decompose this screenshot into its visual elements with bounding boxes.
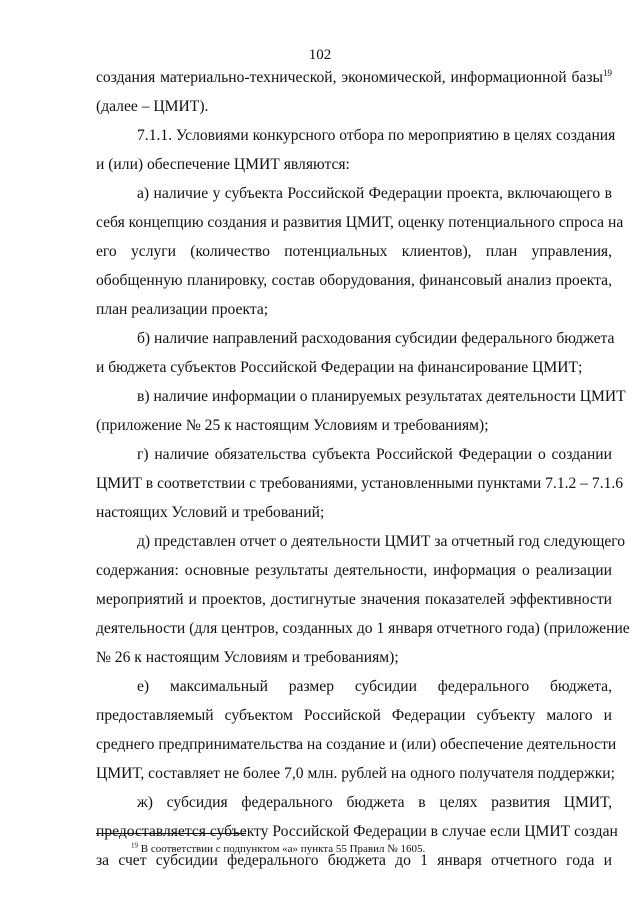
text-line: обобщенную планировку, состав оборудования, финансовый анализ проекта, bbox=[96, 272, 612, 289]
text-line: себя концепцию создания и развития ЦМИТ, оценку потенциального спроса на bbox=[96, 214, 624, 231]
text-line: создания материально-технической, экономической, информационной базы$^{19}$ bbox=[96, 67, 612, 86]
text-line: и бюджета субъектов Российской Федерации на финансирование ЦМИТ; bbox=[96, 359, 583, 376]
text-line: е) максимальный размер субсидии федерального бюджета, bbox=[137, 678, 612, 695]
footnote-text: В соответствии с подпунктом «а» пункта 55 Правил № 1605. bbox=[138, 843, 426, 855]
text-line: г) наличие обязательства субъекта Российской Федерации о создании bbox=[137, 446, 612, 463]
text-line: среднего предпринимательства на создание и (или) обеспечение деятельности bbox=[96, 736, 617, 753]
text-line: ЦМИТ в соответствии с требованиями, установленными пунктами 7.1.2 – 7.1.6 bbox=[96, 475, 624, 492]
text-line: за счет субсидии федерального бюджета до 1 января отчетного года и bbox=[96, 852, 612, 869]
text-line: (далее – ЦМИТ). bbox=[96, 98, 209, 115]
text-line: а) наличие у субъекта Российской Федерации проекта, включающего в bbox=[137, 185, 612, 202]
footnote-divider bbox=[96, 833, 246, 834]
text-line: ЦМИТ, составляет не более 7,0 млн. рублей на одного получателя поддержки; bbox=[96, 765, 615, 782]
text-line: содержания: основные результаты деятельности, информация о реализации bbox=[96, 562, 612, 579]
footnote-marker: 19 bbox=[603, 67, 612, 78]
text-line: деятельности (для центров, созданных до 1 января отчетного года) (приложение bbox=[96, 620, 630, 637]
text-line: предоставляется субъекту Российской Федерации в случае если ЦМИТ создан bbox=[96, 823, 618, 840]
text-line: в) наличие информации о планируемых результатах деятельности ЦМИТ bbox=[137, 388, 626, 405]
text-line: предоставляемый субъектом Российской Федерации субъекту малого и bbox=[96, 707, 612, 724]
text-line: 7.1.1. Условиями конкурсного отбора по мероприятию в целях создания bbox=[137, 127, 616, 144]
text-line: д) представлен отчет о деятельности ЦМИТ за отчетный год следующего bbox=[137, 533, 626, 550]
footnote bbox=[131, 843, 425, 855]
text-line: мероприятий и проектов, достигнутые значения показателей эффективности bbox=[96, 591, 612, 608]
text-line: б) наличие направлений расходования субсидии федерального бюджета bbox=[137, 330, 615, 347]
text-line: план реализации проекта; bbox=[96, 301, 269, 318]
text-line: настоящих Условий и требований; bbox=[96, 504, 325, 521]
text-line: ж) субсидия федерального бюджета в целях развития ЦМИТ, bbox=[137, 794, 612, 811]
text-line: и (или) обеспечение ЦМИТ являются: bbox=[96, 156, 350, 173]
text-line: № 26 к настоящим Условиям и требованиям); bbox=[96, 649, 399, 666]
page-number: 102 bbox=[308, 47, 332, 63]
text-line: (приложение № 25 к настоящим Условиям и требованиям); bbox=[96, 417, 489, 434]
text-line: его услуги (количество потенциальных клиентов), план управления, bbox=[96, 243, 612, 260]
footnote-number: 19 bbox=[131, 841, 138, 850]
